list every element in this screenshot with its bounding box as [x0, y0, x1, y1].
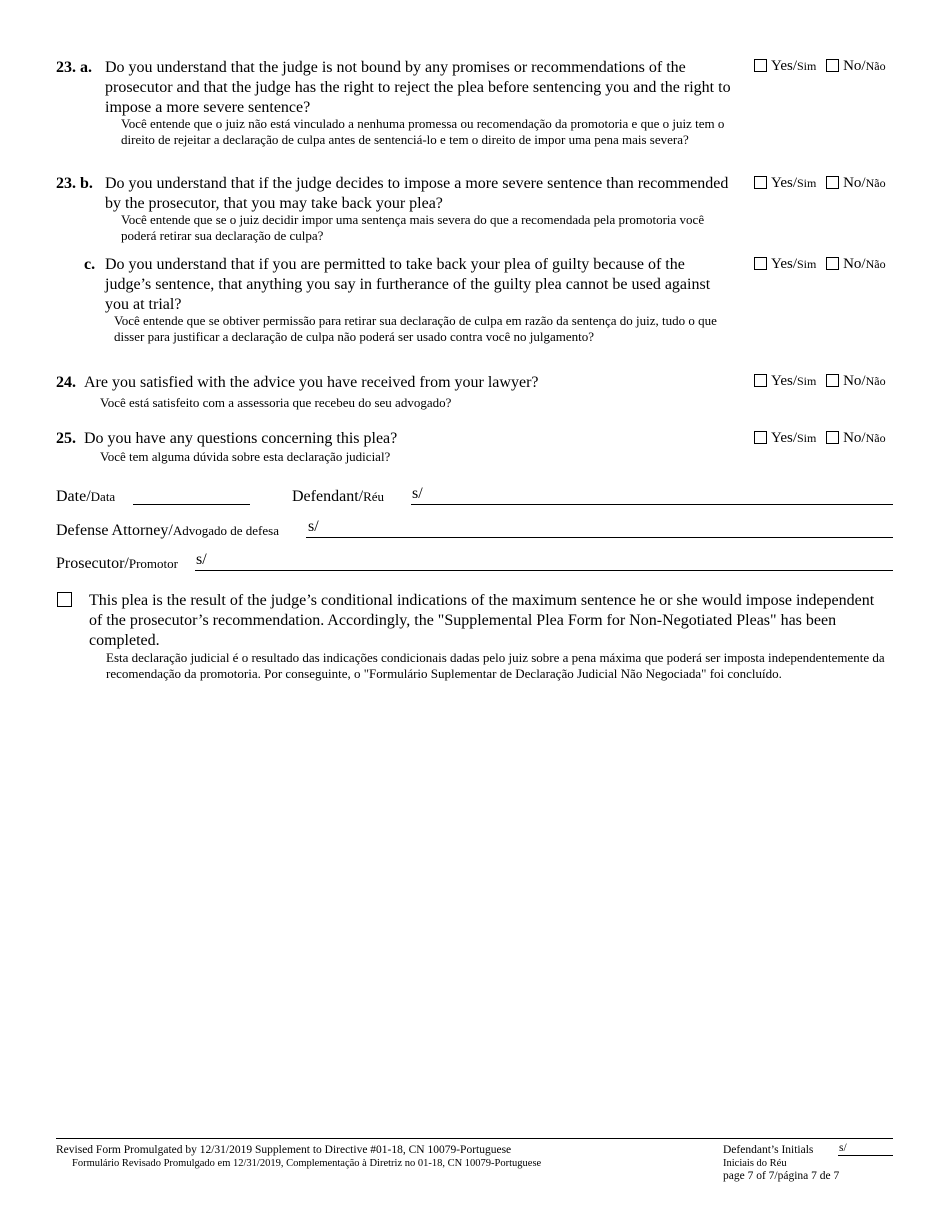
yes-checkbox[interactable] — [754, 257, 767, 270]
conditional-plea-translation: Esta declaração judicial é o resultado das indicações condicionais dadas pelo juiz sobre a pena máxima que poderá ser imposta independentemente da recomendação da promotoria. Por conseguinte, o "Formulário Suplementar de Declaração Judicial Não Negociada" foi concluído. — [106, 650, 885, 681]
question-24-number: 24. — [56, 374, 76, 391]
question-25-text: Do you have any questions concerning this plea? — [84, 430, 398, 447]
yes-checkbox[interactable] — [754, 431, 767, 444]
date-field[interactable] — [133, 504, 250, 505]
prosecutor-label: Prosecutor/Promotor — [56, 555, 178, 572]
footer-divider — [56, 1138, 893, 1139]
footer-revised-pt: Formulário Revisado Promulgado em 12/31/2019, Complementação à Diretriz no 01-18, CN 10079-Portuguese — [72, 1158, 542, 1169]
question-23c-text: Do you understand that if you are permitted to take back your plea of guilty because of the judge’s sentence, that anything you say in furtherance of the guilty plea cannot be used against you at trial? — [105, 256, 711, 313]
question-24-text: Are you satisfied with the advice you have received from your lawyer? — [84, 374, 539, 391]
attorney-signature: s/ — [308, 518, 319, 535]
question-25-number: 25. — [56, 430, 76, 447]
question-23a-number: 23. a. — [56, 59, 92, 76]
defendant-initials-label: Defendant’s Initials — [723, 1144, 814, 1156]
question-23c-number: c. — [84, 256, 96, 273]
defendant-initials-field[interactable] — [838, 1155, 893, 1156]
conditional-plea-checkbox[interactable] — [57, 592, 72, 607]
no-checkbox[interactable] — [826, 257, 839, 270]
question-23c-answer: Yes/Sim No/Não — [754, 255, 886, 273]
no-checkbox[interactable] — [826, 431, 839, 444]
defendant-signature-field[interactable] — [411, 504, 893, 505]
question-23b-number: 23. b. — [56, 175, 93, 192]
question-24-answer: Yes/Sim No/Não — [754, 372, 886, 390]
defendant-label: Defendant/Réu — [292, 488, 385, 505]
question-23b-text: Do you understand that if the judge decides to impose a more severe sentence than recommended by the prosecutor, that you may take back your plea? — [105, 175, 729, 212]
question-23b-translation: Você entende que se o juiz decidir impor uma sentença mais severa do que a recomendada pela promotoria você poderá retirar sua declaração de culpa? — [121, 212, 705, 243]
defendant-initials-signature: s/ — [839, 1142, 847, 1154]
no-checkbox[interactable] — [826, 374, 839, 387]
no-checkbox[interactable] — [826, 59, 839, 72]
date-label: Date/Data — [56, 488, 116, 505]
yes-checkbox[interactable] — [754, 176, 767, 189]
yes-checkbox[interactable] — [754, 374, 767, 387]
attorney-signature-field[interactable] — [306, 537, 893, 538]
question-23c-translation: Você entende que se obtiver permissão para retirar sua declaração de culpa em razão da sentença do juiz, tudo o que disser para justificar a declaração de culpa não poderá ser usado contra você no julgamento? — [114, 313, 717, 344]
no-checkbox[interactable] — [826, 176, 839, 189]
question-23b-answer: Yes/Sim No/Não — [754, 174, 886, 192]
yes-checkbox[interactable] — [754, 59, 767, 72]
question-23a-text: Do you understand that the judge is not bound by any promises or recommendations of the prosecutor and that the judge has the right to reject the plea before sentencing you and the right to impose a more severe sentence? — [105, 59, 731, 116]
prosecutor-signature: s/ — [196, 551, 207, 568]
question-25-answer: Yes/Sim No/Não — [754, 429, 886, 447]
question-24-translation: Você está satisfeito com a assessoria que recebeu do seu advogado? — [100, 395, 452, 410]
prosecutor-signature-field[interactable] — [195, 570, 893, 571]
page-number: page 7 of 7/página 7 de 7 — [723, 1170, 840, 1182]
attorney-label: Defense Attorney/Advogado de defesa — [56, 522, 279, 539]
question-25-translation: Você tem alguma dúvida sobre esta declaração judicial? — [100, 449, 391, 464]
defendant-signature: s/ — [412, 485, 423, 502]
defendant-initials-label-pt: Iniciais do Réu — [723, 1158, 787, 1169]
question-23a-answer: Yes/Sim No/Não — [754, 57, 886, 75]
conditional-plea-text: This plea is the result of the judge’s conditional indications of the maximum sentence he or she would impose independent of the prosecutor’s recommendation. Accordingly, the "Supplemental Plea Form for Non-Negotiated Pleas" has been completed. — [89, 592, 875, 649]
footer-revised-en: Revised Form Promulgated by 12/31/2019 Supplement to Directive #01-18, CN 10079-Portuguese — [56, 1144, 512, 1156]
question-23a-translation: Você entende que o juiz não está vinculado a nenhuma promessa ou recomendação da promotoria e que o juiz tem o direito de rejeitar a declaração de culpa antes de sentenciá-lo e tem o direito de impor uma pena mais severa? — [121, 116, 725, 147]
